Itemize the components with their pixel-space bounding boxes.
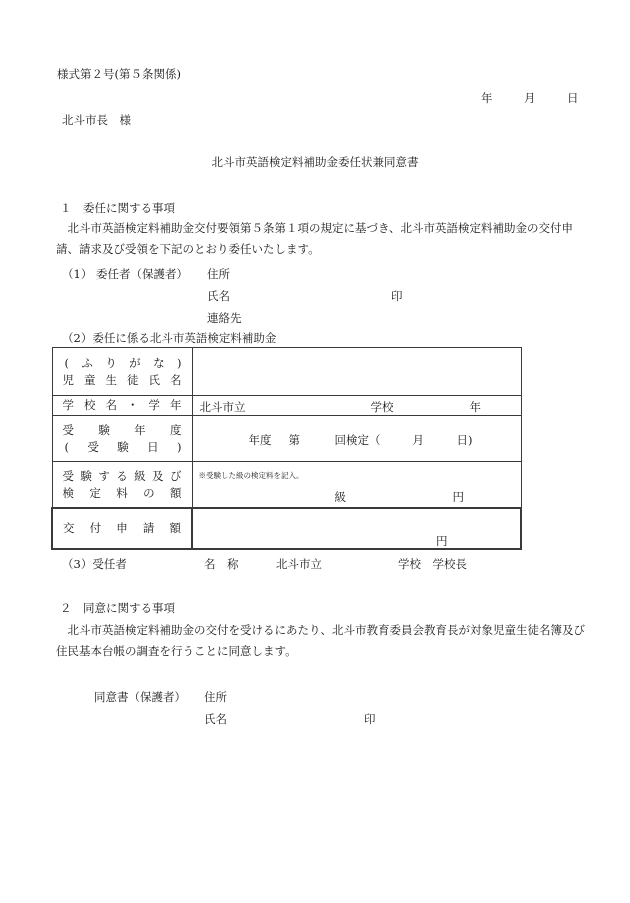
table-row <box>52 416 521 462</box>
section2-paragraph: 北斗市英語検定料補助金の交付を受けるにあたり、北斗市教育委員会教育長が対象児童生徒名簿及び住民基本台帳の調査を行うことに同意します。 <box>56 623 585 658</box>
table-row <box>52 396 521 416</box>
delegator-contact-label: 連絡先 <box>207 311 242 325</box>
date-year: 年 <box>481 91 493 105</box>
section1-heading: １ 委任に関する事項 <box>60 201 175 215</box>
consent-seal: 印 <box>364 712 376 726</box>
delegator-address-label: 住所 <box>207 267 230 281</box>
subsidy-heading: （2）委任に係る北斗市英語検定料補助金 <box>62 331 277 345</box>
exam-day: 日) <box>456 433 473 447</box>
exam-month: 月 <box>412 433 424 447</box>
subsidy-table <box>51 347 522 550</box>
consent-label: 同意書（保護者） <box>94 690 186 704</box>
exam-round-prefix: 第 <box>288 433 300 447</box>
exam-round-text: 回検定（ <box>334 433 381 447</box>
school-grade-label: 学 校 名 ・ 学 年 <box>62 398 182 412</box>
delegatee-name-label: 名 称 <box>204 557 239 571</box>
consent-address-label: 住所 <box>204 690 227 704</box>
amount-label: 交 付 申 請 額 <box>63 521 181 535</box>
amount-header <box>52 508 192 549</box>
exam-year-label: 受 験 年 度 <box>62 422 182 437</box>
delegator-name-label: 氏名 <box>207 289 230 303</box>
date-day: 日 <box>567 91 579 105</box>
consent-name-label: 氏名 <box>204 712 227 726</box>
exam-year-header <box>52 416 192 462</box>
level-unit: 級 <box>334 490 346 504</box>
table-row <box>52 348 521 396</box>
delegatee-school: 学校 学校長 <box>398 557 467 571</box>
exam-date-field[interactable] <box>192 416 521 462</box>
table-row <box>52 508 521 549</box>
exam-level-field[interactable] <box>192 462 521 509</box>
addressee: 北斗市長 様 <box>62 113 131 127</box>
date-month: 月 <box>524 91 536 105</box>
section1-paragraph: 北斗市英語検定料補助金交付要領第５条第１項の規定に基づき、北斗市英語検定料補助金の交付申請、請求及び受領を下記のとおり委任いたします。 <box>56 221 574 256</box>
delegator-seal: 印 <box>391 289 403 303</box>
form-number: 様式第２号(第５条関係) <box>57 67 181 81</box>
exam-date-label: ( 受 験 日 ) <box>64 439 182 454</box>
student-name-label: 児 童 生 徒 氏 名 <box>62 372 182 387</box>
school-grade-header <box>52 396 192 416</box>
delegator-label: （1） 委任者（保護者） <box>62 267 188 281</box>
exam-note: ※受験した級の検定料を記入。 <box>198 471 304 480</box>
delegatee-label: （3）受任者 <box>62 557 127 571</box>
exam-year-unit: 年度 <box>248 433 272 447</box>
table-row <box>52 462 521 509</box>
student-name-header <box>52 348 192 396</box>
amount-field[interactable] <box>192 508 521 549</box>
delegatee-city: 北斗市立 <box>276 557 322 571</box>
exam-level-header <box>52 462 192 509</box>
school-grade-field[interactable] <box>192 396 521 416</box>
exam-level-label: 受 験 す る 級 及 び <box>62 468 182 483</box>
student-name-field[interactable] <box>192 348 521 396</box>
document-title: 北斗市英語検定料補助金委任状兼同意書 <box>211 155 419 169</box>
exam-fee-label: 検 定 料 の 額 <box>62 485 182 500</box>
amount-yen: 円 <box>436 534 448 548</box>
furigana-label: ( ふ り が な ) <box>64 355 182 370</box>
school-city: 北斗市立 <box>199 400 246 414</box>
school-suffix: 学校 <box>370 400 394 414</box>
grade-suffix: 年 <box>469 400 481 414</box>
fee-yen: 円 <box>452 490 464 504</box>
section2-heading: ２ 同意に関する事項 <box>60 601 175 615</box>
